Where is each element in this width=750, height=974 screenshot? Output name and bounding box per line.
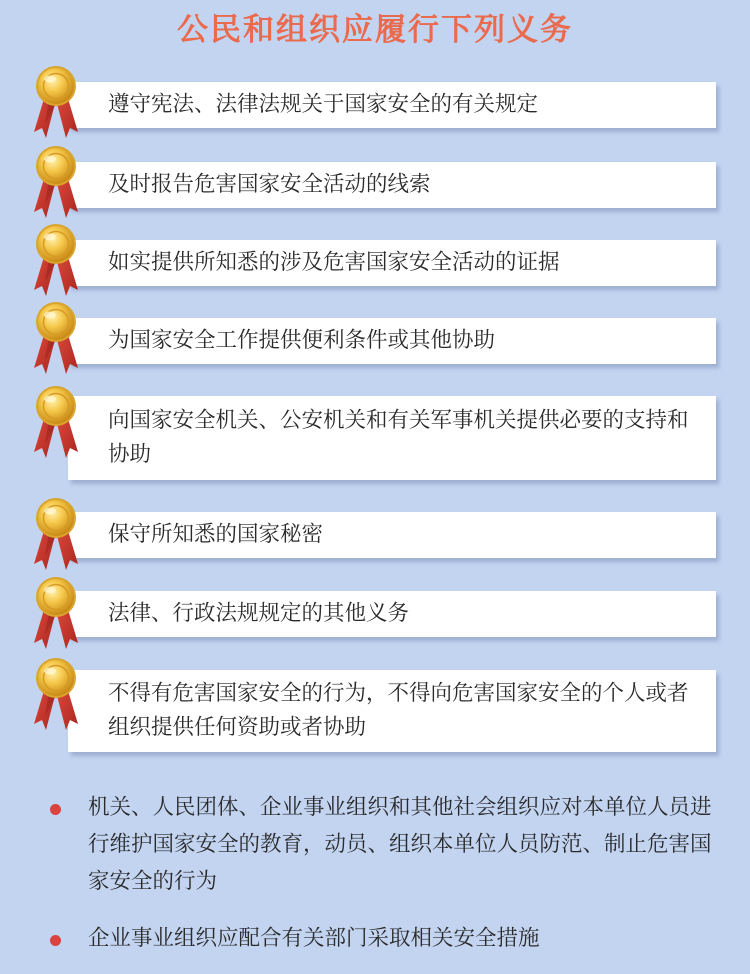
obligation-card bbox=[68, 396, 716, 480]
medal-icon bbox=[28, 144, 84, 222]
red-dot-icon bbox=[50, 935, 61, 946]
obligation-card bbox=[68, 670, 716, 752]
medal-icon bbox=[28, 384, 84, 462]
medal-icon bbox=[28, 496, 84, 574]
medal-icon bbox=[28, 575, 84, 653]
note-text: 机关、人民团体、企业事业组织和其他社会组织应对本单位人员进行维护国家安全的教育，动员、组织本单位人员防范、制止危害国家安全的行为 bbox=[88, 795, 712, 894]
obligation-text: 如实提供所知悉的涉及危害国家安全活动的证据 bbox=[108, 250, 560, 275]
obligation-card bbox=[68, 318, 716, 364]
obligation-card bbox=[68, 82, 716, 128]
obligation-text: 及时报告危害国家安全活动的线索 bbox=[108, 172, 431, 197]
medal-icon bbox=[28, 656, 84, 734]
medal-icon bbox=[28, 64, 84, 142]
note-text: 企业事业组织应配合有关部门采取相关安全措施 bbox=[88, 926, 540, 951]
medal-icon bbox=[28, 300, 84, 378]
obligation-text: 法律、行政法规规定的其他义务 bbox=[108, 601, 410, 626]
obligation-card bbox=[68, 240, 716, 286]
obligation-text: 为国家安全工作提供便利条件或其他协助 bbox=[108, 328, 496, 353]
obligation-text: 保守所知悉的国家秘密 bbox=[108, 522, 324, 547]
page-title: 公民和组织应履行下列义务 bbox=[177, 12, 573, 48]
red-dot-icon bbox=[50, 804, 61, 815]
medal-icon bbox=[28, 222, 84, 300]
obligation-text: 遵守宪法、法律法规关于国家安全的有关规定 bbox=[108, 92, 539, 117]
obligation-text: 向国家安全机关、公安机关和有关军事机关提供必要的支持和协助 bbox=[108, 408, 689, 467]
obligation-card bbox=[68, 512, 716, 558]
obligation-text: 不得有危害国家安全的行为，不得向危害国家安全的个人或者组织提供任何资助或者协助 bbox=[108, 681, 689, 740]
obligation-card bbox=[68, 162, 716, 208]
obligation-card bbox=[68, 591, 716, 637]
